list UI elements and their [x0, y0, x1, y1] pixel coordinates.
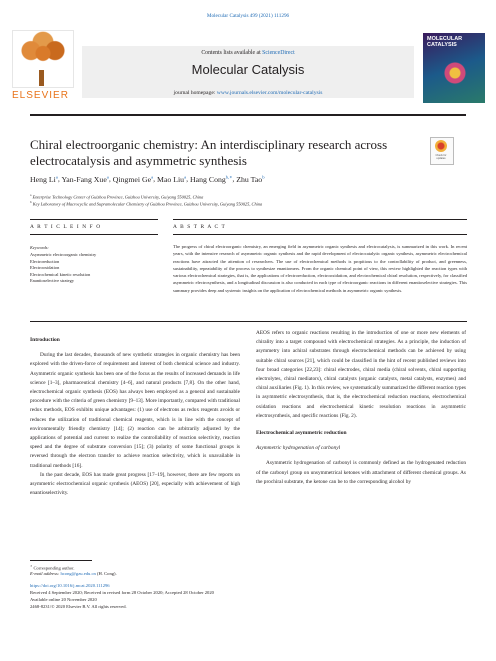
email-line: E-mail address: hcong@gzu.edu.cn (H. Cong).	[30, 571, 117, 576]
header-divider	[30, 114, 466, 116]
affiliation-a: $^a$ Enterprise Technology Center of Guizhou Province, Guizhou University, Guiyang 550025, China	[30, 193, 204, 200]
footnote-rule	[30, 560, 92, 561]
contents-prefix: Contents lists available at	[201, 50, 263, 56]
body-paragraph: AEOS refers to organic reactions resulting in the introduction of one or more new elements of chirality into a target compound with electrochemical strategies. As a principle, the induction of asymmetry into achiral substrates through electrochemical methods can be achieved by using suitable chiral sources [21], which could be classified in the hint of recent published reviews into four broad categories [22,23]: chiral electrodes, chiral media (chiral solvents, chiral supporting electrolytes, chiral mediators), chiral catalysts (organic catalysts, metal catalysts, enzymes) and chiral auxiliaries (Fig. 1). In this review, we systematically summarized the different reaction types in asymmetric electrosynthesis, that is, the electrochemical reduction reactions, electrochemical oxidation reactions and electrochemical kinetic resolution reactions in asymmetric electrosynthesis, and specific reactions (Fig. 2).	[256, 330, 466, 419]
sciencedirect-link[interactable]: ScienceDirect	[262, 50, 295, 56]
homepage-prefix: journal homepage:	[173, 90, 217, 96]
keyword-item: Enantioselective strategy	[30, 278, 75, 283]
abstract-mid-rule	[173, 234, 467, 235]
copyright: 2468-8231/© 2020 Elsevier B.V. All rights reserved.	[30, 604, 127, 609]
check-for-updates-label: Check for updates	[435, 154, 447, 160]
homepage-link[interactable]: www.journals.elsevier.com/molecular-catalysis	[216, 90, 323, 96]
journal-homepage	[82, 90, 414, 96]
abstract-bottom-rule	[30, 321, 467, 322]
introduction-heading: Introduction	[30, 337, 60, 343]
journal-reference[interactable]: Molecular Catalysis 499 (2021) 111296	[206, 13, 290, 19]
info-top-rule	[30, 219, 158, 220]
keyword-item: Asymmetric electroorganic chemistry	[30, 252, 97, 257]
author[interactable]: Hang Cong$^{b,∗}$	[190, 174, 233, 184]
doi-link[interactable]: https://doi.org/10.1016/j.mcat.2020.111296	[30, 583, 110, 588]
body-column-left	[30, 336, 240, 498]
cover-title: MOLECULAR CATALYSIS	[427, 36, 463, 48]
contents-line	[82, 50, 414, 56]
keyword-item: Electrochemical kinetic resolution	[30, 271, 91, 277]
journal-title: Molecular Catalysis	[191, 62, 305, 77]
affiliation-b: $^b$ Key Laboratory of Macrocyclic and Supramolecular Chemistry of Guizhou Province, Guizhou University, Guiyang 550025, China	[30, 200, 263, 207]
author[interactable]: Zhu Tao$^b$	[236, 174, 265, 184]
article-title: Chiral electroorganic chemistry: An interdisciplinary research across electrocatalysis and asymmetric synthesis	[30, 137, 388, 168]
keyword-item: Electroreduction	[30, 258, 60, 264]
author[interactable]: Heng Li$^a$	[30, 174, 58, 184]
abstract-text: The progress of chiral electroorganic chemistry, an emerging field in asymmetric organic synthesis and electrocatalysis, is summarized in this work. In recent years, with the intensive research of asymmetric organic synthesis and the rapid development of electrocatalytic organic synthesis, asymmetric electrochemical reactions have attracted the attention of researchers. The use of electrochemical methods is propitious to the controllability of product, and greenness, sustainability, repeatability of the process to synthesize enantiomers. From the organic chemical point of view, this review highlighted the reaction types with various electrochemical strategies, that is, the applications of electroreduction, electrooxidation, and electrochemical chiral resolution, respectively, for classified asymmetric electrosynthesis, and a longitudinal discussion is also conducted in each type of electroorganic reactions in different enantioselective strategies. This summary provides deep and systemic insights on the application of electrochemical methods in asymmetric organic synthesis.	[173, 244, 467, 293]
abstract-top-rule	[173, 219, 467, 220]
body-paragraph: Asymmetric hydrogenation of carbonyl is commonly defined as the hydrogenated reduction of the carbonyl group on unsymmetrical ketones with attachment of different chemical groups. As the prochiral substrate, the ketone can be to the corresponding alcohol by	[256, 460, 466, 485]
check-for-updates-icon	[435, 140, 447, 152]
cover-graphic	[440, 58, 470, 88]
publisher-wordmark: ELSEVIER	[12, 90, 69, 101]
abstract-heading: A B S T R A C T	[173, 224, 226, 230]
author[interactable]: Mao Liu$^a$	[157, 174, 187, 184]
body-paragraph: During the last decades, thousands of new synthetic strategies in organic chemistry has been explored with the driven-force of requirement and interest of both chemical science and industry. Asymmetric organic synthesis has been one of the focus as the results of increased demands in life science [1–3], pharmaceutical chemistry [4–6], and natural products [7,8]. On the other hand, electrochemical organic synthesis (EOS) has always been employed as a general and sustainable procedure with the criteria of green chemistry [9–13]. More importantly, compared with traditional redox methods, EOS exhibits unique advantages: (1) use of electrons as redox reagents avoids or reduces the utilization of traditional chemical reagents, which is in line with the concept of environmentally friendly chemistry [14]; (2) reaction can be arbitrarily adjusted by the applications of potential and current to realize the controllability of reaction selectivity, reaction speed and the degree of substrate conversion [15]; (3) polarity of some functional groups is reversed through the electron transfer to achieve reaction selectivity, which is unavailable in traditional methods [16].	[30, 352, 240, 469]
subsection-heading: Asymmetric hydrogenation of carbonyl	[256, 445, 341, 452]
body-paragraph: In the past decade, EOS has made great progress [17–19], however, there are few reports on asymmetric electrochemical organic synthesis (AEOS) [20], especially with achievement of high enantioselectivity.	[30, 471, 240, 497]
author-list: Heng Li$^a$, Yan-Fang Xue$^a$, Qingmei Ge$^a$, Mao Liu$^a$, Hang Cong$^{b,∗}$, Zhu Tao$^b$	[30, 174, 265, 184]
info-mid-rule	[30, 234, 158, 235]
section-heading: Electrochemical asymmetric reduction	[256, 430, 347, 437]
author[interactable]: Yan-Fang Xue$^a$	[61, 174, 109, 184]
corresponding-author-note: ∗ Corresponding author.	[30, 564, 75, 571]
keyword-item: Electrooxidation	[30, 265, 60, 270]
elsevier-tree-trunk	[39, 70, 44, 86]
body-column-right	[256, 329, 466, 487]
author[interactable]: Qingmei Ge$^a$	[112, 174, 154, 184]
available-online: Available online 20 November 2020	[30, 597, 97, 602]
received-dates: Received 4 September 2020; Received in revised form 28 October 2020; Accepted 28 October 2020	[30, 590, 214, 595]
article-info-heading: A R T I C L E I N F O	[30, 224, 102, 230]
email-link[interactable]: hcong@gzu.edu.cn	[60, 571, 96, 576]
keywords-label: Keywords:	[30, 245, 49, 250]
